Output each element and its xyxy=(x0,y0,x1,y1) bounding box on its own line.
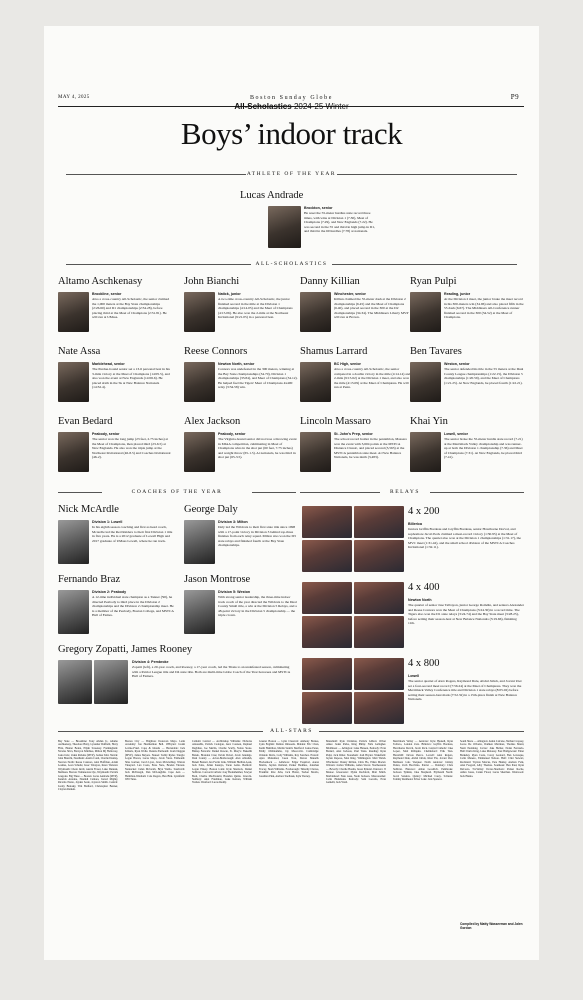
relay-photo xyxy=(354,658,404,690)
relay-photo xyxy=(354,692,404,724)
relay-event: 4 x 200 xyxy=(408,506,440,517)
divider xyxy=(319,731,524,732)
coach-division: Division 1: Lowell xyxy=(92,520,123,524)
scholastic-bio: Killian claimed the 55-meter dash at the Division 2 championships (6.45) and the Meet of Champions (6.40), and placed second in the 300 at the D2 championships (34.34). The Middlesex Liberty MVP will run at Brown. xyxy=(334,297,409,319)
scholastic-name: Ryan Pulpi xyxy=(410,276,457,287)
relay-photo xyxy=(302,692,352,724)
scholastic-name: Nate Assa xyxy=(58,346,101,357)
section-header xyxy=(44,102,539,111)
scholastic-bio: The senior defended his title in the 55 meters at the Dual County League championships (1:22.15), the Division 5 championships (1:20.59), and the Meet of Champions (1:21.25). At New Englands, he placed fourth (1:22.21). xyxy=(444,367,524,385)
all-scholastics-label: ALL-SCHOLASTICS xyxy=(255,261,328,267)
coach-name: Nick McArdle xyxy=(58,504,119,515)
coach-bio: Zopatti (left), a 20-year coach, and Rooney, a 17-year coach, led the Titans to an undefeated season, culminating with a Patriot League title and D4 state title. Both are multi-time Globe Coach of the Year honorees and MSTCA Hall of Famers. xyxy=(132,665,290,678)
coach-photo xyxy=(184,520,215,564)
scholastic-school: Reading, junior xyxy=(444,292,471,296)
scholastic-school: Peabody, senior xyxy=(218,432,246,436)
scholastic-bio: The school record holder in the pentathlon, Massaro won the event with 3,604 points at the MSTCA Distance Classic, and placed second (3,563) at the MSTCA pentathlon state meet. At New Balance Nationals, he was ninth (3,483). xyxy=(334,437,408,459)
all-stars-label: ALL-STARS xyxy=(270,728,313,734)
scholastic-name: Lincoln Massaro xyxy=(300,416,371,427)
relay-photo xyxy=(354,582,404,614)
all-stars-column: Bay State — Brookline: Tony Abdun Jr., Altamo Aschkenasy, Theodore Batty, Lysander Duffield, Harry Flint, Hunter Bolen, Elijah Sweeney. Framingham: Nicolas Silva, Brevyon Smithies, Milton M) Holloway, Luka Juric, Zakai Perkins (MVP), Joshua Tehi. Natick: John Bianchi, Needham: Austin Conti, Charlie Dunlap, Newton North: Reese Connors, Alex Hoffman, Adam Lesmes, Leon Schultz, Isaac Tabayon, Knox Wolstad. Weymouth: Owen Abril, Austin Fraser, Luke Dunnak, Methuen. Boston: Tamunotare Ojo, Weymouth: Patrick Gregoire. Big Three — Boston: Lucas Andrade (MVP), Kenrick Antoine, Nnamdi Camara, Jarred Mighty, Ricardo Pierre, Jayden Seale, Joyavon Smith. Central: Lucky Bulosky, Tim Bedford, Christopher Benner, Clayton Rankin. xyxy=(58,740,118,792)
scholastic-bio: The senior won the long jump (23 feet, 2.75 inches) at the Meet of Champions, then placed third (23-6.5) at New Englands. He also won the triple jump at the Northeast Invitational (46-8.5) and Coaches Invitational (46-2). xyxy=(92,437,171,459)
issue-date: MAY 4, 2025 xyxy=(58,95,90,100)
all-stars-column: Mansfield: Kyle Christian, Patrick Gilbert. Oliver Ames: Jaden Parks, King Philip: Nick Gallagher. Middlesex — Arlington: Luke Hansen, Peabody: Evan Bedard, Alex Jackson, Paul Tanis. Reading: Ryan Pulpi, Jack Ritter. Stoneham: Josh Bryant. Wakefield: Jaylen Raposo, Max Ring. Wilmington: Matt Walsh. Winchester: Danny Killian, Chris Ho, Ethan Maciel. Woburn: Jordan Williams, Aiden Slover. Northeastern — Beverly: Charlie Boutin, Jason Prinstal. Danvers: JJ Munoz. Gloucester: Dylan Rochford, Matt Smith. Marblehead: Nate Assa, Noah Jackson. Masconomet: Colin Hulsmann. Peabody: Sam Lacerda, Evan Gemelli, Jack Ward. xyxy=(326,740,386,785)
scholastic-school: Brookline, senior xyxy=(92,292,122,296)
scholastic-school: Newton North, senior xyxy=(218,362,255,366)
page-number: P9 xyxy=(510,93,519,101)
coach-bio: A 12-time individual state champion as a Tanner ('90), he directed Peabody to third place in the Division 2 championships and the Division 2 championship meet. He is a member of the Peabody, Boston College, and MSTCA Hall of Fames. xyxy=(92,595,174,617)
coach-bio: With strong senior leadership, the three-time indoor track coach of the year directed the Wildcats to the Dual County Small title, a win at the Division 5 Relays, and a 48-point victory in the Division 5 championship — the triple crown. xyxy=(218,595,297,617)
scholastic-name: Khai Yin xyxy=(410,416,448,427)
scholastic-bio: The Virginia-bound senior did not lose a throwing event in MIAA competition, culminating in Meet of Champions wins in the shot put (60 feet, 7.75 inches) and weight throw (65-1.5). At nationals, he was third in shot put (65-3.5). xyxy=(218,437,297,459)
all-stars-column: Boston City — Brighton: Donovan Mayo. Latin Academy: Jon Heatherman Bell. O'Bryant: Josiah Levine-Fried. Cape & Islands — Barnstable: Jack Kiburis, Ryan Wolfe. Dennis-Yarmouth: Liam Duggan (MVP), James Meyers. Nauset: Teddy Ryder. Sturgis: Logan Brown, Lucas Mayo, Jacob Viera. Falmouth: Silas Gartner, Jacob Lyon, Jaron McGlothley, Warren Vineyard. Lux Costa, Enzo Neto, Braden Vincent. Nantucket: Jaden McGrath, Bryn Waldo. Sandwich: Jack McDougal, Dan McLaughlin. Cape Ann — Hamilton-Wenham: Cole Rogers, Ben Birk. Lynnfield: Will Tutas. xyxy=(125,740,185,781)
relay-photo xyxy=(302,616,352,648)
relay-school: Newton North xyxy=(408,598,432,602)
scholastic-school: Marblehead, senior xyxy=(92,362,125,366)
relay-photo xyxy=(354,616,404,648)
scholastic-photo xyxy=(184,292,215,332)
page-title: Boys’ indoor track xyxy=(180,116,403,151)
coach-name: Fernando Braz xyxy=(58,574,121,585)
newspaper-page xyxy=(44,26,539,960)
all-stars-column: Merrimack Valley — Andover: Kyle Haskell, Ryan Todisco, Landon Zoia. Billerica: Gryffin Bordeau, Hawthorne Dorval, Jacob Peck. Central Catholic: Jake Lopez, Matt Pelliquin. Chelmsford: Erik Tien. Haverhill: Devon Pierce. Lowell: Alex Rogers, Raymond Dale, Abdul Jalloh, Khai Yin, Jovani Uter. Methuen: Luis Vazquez. North Andover: Johnny Dolan, Zach Bocchino. Patriot — Duxbury: Chris Sullivan. Hanover: Aidan Goodrich. Pembroke: Jackson Tymkin, Jake Shepherd. Plymouth North: Jacob Sanders. Quincy: Michael Carey. Scituate: Tommy Redmond. Silver Lake: Jack Spencer. xyxy=(393,740,453,781)
divider xyxy=(332,264,517,265)
divider xyxy=(337,174,517,175)
relay-bio: Juniors Griffin Bordeau and Gryffin Bordeau, senior Hawthorne Dorval, and sophomore Jacob Peck claimed a meet-record victory (1:30.95) at the Meet of Champions. The quartet also won at the Division 1 championships (1:31.17), the MVC meet (1:31.42), and the small school division of the MSTCA Coaches Invitational (1:32.11). xyxy=(408,527,521,549)
divider xyxy=(58,492,102,493)
scholastic-school: Winchester, senior xyxy=(334,292,366,296)
scholastic-name: Reese Connors xyxy=(184,346,248,357)
relay-photo xyxy=(302,658,352,690)
all-stars-column: Catholic Central — Archbishop Williams: Nicholas Antonellis, Patrick Cadogan, Alex Coutsen, Raphael Dagbhan, Joe Merlin, Charlie Scully, Nolan Stone. Bishop Fenwick: Daniel Rowan, St. Mary's: Bakedhi Bando, Brandon Cruz, Devin Duval, Jacob Jennings. Dual County — Acton-Boxborough: Alex Abiaduh, Benett Barnett, Ian Fortin Link, William Hurlbut-Leek, Jack Ivins, Julian Kaunya, Taran Lema. Bedford: Logan Emery. Boston Latin: Kyle Sherlock, Daniel Sullivan. Concord-Carlisle: Joey Bodenheimer, Sawyer Boul, Charlie MacDonald, Brendan Quinn. Lincoln-Sudbury: Alex Friedman, Luke Kernan, William Yarden. Westford: Lucas Reddy. xyxy=(192,740,252,785)
relay-school: Lowell xyxy=(408,674,420,678)
scholastic-bio: The senior broke the 55-meter hurdle state record (7.21) at the Merrimack Valley championship and was runner-up at both the Division 1 championship (7.36) and Meet of Champions (7.31). At New Englands, he placed third (7.41). xyxy=(444,437,523,459)
season-name: 2024-25 Winter xyxy=(293,102,349,111)
coach-division: Division 4: Pembroke xyxy=(132,660,169,664)
scholastic-school: Weston, senior xyxy=(444,362,470,366)
scholastic-bio: Also a cross-country All-Scholastic, the senior claimed the 1,000 meters at the Bay State championships (2:26.60) and D1 championships (2:34.28), before placing third at the Meet of Champions (2:31.81). He will run at UMass. xyxy=(92,297,170,319)
scholastic-name: Evan Bedard xyxy=(58,416,113,427)
scholastic-bio: A two-time cross-country All-Scholastic, the junior finished second in the mile at the Division 1 championships (4:14.05) and the Meet of Champions (4:15.06). He also won the 2-mile at the Northeast Invitational (9:21.05) in a personal best. xyxy=(218,297,293,319)
athlete-bio: He reset the 55-meter hurdles state record three times, with wins at Division 1 (7.30), Meet of Champions (7.29), and New Englands (7.22). He was second in the 55 and third in high jump in D1, and third in the 60 hurdles (7.78) at nationals. xyxy=(304,211,375,233)
scholastic-photo xyxy=(300,432,331,472)
scholastic-school: Lowell, senior xyxy=(444,432,468,436)
divider xyxy=(300,492,380,493)
scholastic-photo xyxy=(410,432,441,472)
coach-photo xyxy=(58,520,89,564)
scholastic-photo xyxy=(184,362,215,402)
relay-event: 4 x 400 xyxy=(408,582,440,593)
scholastic-photo xyxy=(58,292,89,332)
scholastic-name: John Bianchi xyxy=(184,276,240,287)
scholastic-bio: At the Division 2 meet, the junior broke the meet record in his 300-meters win (34.96) and also placed fifth in the 55 dash (6.67). The Middlesex All-Conference runner finished second in the 300 (34.52) at the Meet of Champions. xyxy=(444,297,524,319)
coach-bio: In his eighth season coaching and first as head coach, McArdle led the Red Raiders to their first Division 1 title in five years. He is a 2012 graduate of Lowell High and 2017 graduate of UMass Lowell, where he ran track. xyxy=(92,525,173,543)
coach-name: Gregory Zopatti, James Rooney xyxy=(58,644,193,655)
relay-photo xyxy=(354,540,404,572)
relay-photo xyxy=(302,540,352,572)
relay-photo xyxy=(302,582,352,614)
coach-division: Division 2: Peabody xyxy=(92,590,127,594)
athlete-photo xyxy=(268,206,301,248)
all-stars-column: Greater Boston — Lynn Classical: Anthony Barnes, Lynn English: Daman Omosede. Malden: Eric Chen, Keith Hamilton, Martin Santili. Medford: Lukas Perez, Emily Obilinamma, Jay Moscovitz. Cambridge: Orlando Davis, Cody Williams, Ray Sanchez. Everett: Ayan Mohamed, Jason Tran, Devon Manelli. Hockomock — Attleboro: Edgar Esquivel, Aaron Martin, Jayden Outland, Parker Badmus, Jonathan Tracey, Noah Williams. Foxborough: Timothy Chaves, Franklin: Pete Juba, Jack Hatter, Tucker Morris, Jonathan Pink, Andrew Snelbaek, Kyle Tierney. xyxy=(259,740,319,778)
relay-bio: The quartet of senior Jase Talbayon, junior George Romdin, and seniors Alexander and Reese Connors won the Meet of Champions (3:24.30) in a record time. The Tigers also won the D1 state relays (3:24.74) and the Bay State meet (3:28.25), before setting their season-best at New Balance Nationals (3:19.66), finishing 11th. xyxy=(408,603,524,625)
relay-photo xyxy=(354,506,404,538)
coach-photo xyxy=(184,590,215,634)
scholastic-bio: Also a cross-country All-Scholastic, the senior competed in a double victory in the mile (4:14.14) and 2-mile (9:15.62) at the Division 1 meet, and also won the mile (4:15.09) at the Meet of Champions. He will run at Penn. xyxy=(334,367,411,389)
coach-division: Division 5: Weston xyxy=(218,590,251,594)
athlete-school: Brockton, senior xyxy=(304,206,333,210)
compiled-by-credit: Compiled by Matty Wasserman and Jalen Gordon xyxy=(460,922,523,930)
relay-bio: The senior quartet of Alex Rogers, Raymond Dale, Abdul Jalloh, and Jovani Uter set a four-second meet record (7:56.24) at the Meet of Champions. They won the Merrimack Valley Conference title and Division 1 state relays (8:05.02) before setting their season-best mark (7:52.32) in a 15th-place finish at New Balance Nationals. xyxy=(408,679,522,701)
scholastic-photo xyxy=(184,432,215,472)
section-name: All-Scholastics xyxy=(234,102,292,111)
coach-name: Jason Montrose xyxy=(184,574,251,585)
divider xyxy=(430,492,524,493)
scholastic-photo xyxy=(58,432,89,472)
scholastic-school: Peabody, senior xyxy=(92,432,120,436)
scholastic-name: Shamus Larrard xyxy=(300,346,368,357)
scholastic-name: Danny Killian xyxy=(300,276,360,287)
coach-bio: Daly led the Wildcats to their first state title since 1998 with a 17-point victory in Division 3 behind top-three finishes from each relay squad. Milton also won the D3 state relays and finished fourth at the Bay State championships. xyxy=(218,525,296,547)
all-stars-column: South Shore — Abington: Aiden Calcano, Nathan Cropsey, Lucas De Oliveira, Damien Martinez, Thomas Mand, Nazir Pauldeng. Carver: Jake Holder, Nolan Ferrando. Hull: Darin King, Luke Maloney. East Bridgewater: Emer Berkeley, Ryan Costa, Corey Leonard, Ben Levesque, Colin Manero, Emmanuel Nelson. Hull: Clint Stewart, Rockland: Trystan Marcus, Pete Hanley, Andrew Folk, Alex Fosgard, Alby Thomas. Southeast: Ben Paul, Ryan DaCosta. Tri-Valley: Dover-Sherborn: Parker Roche, Aidan Jones, Caden Flood, Lucas Sherman. Westwood: Jack Hanna. xyxy=(460,740,524,778)
coach-photo-left xyxy=(58,660,92,704)
scholastic-photo xyxy=(58,362,89,402)
coach-name: George Daly xyxy=(184,504,238,515)
coach-division: Division 3: Milton xyxy=(218,520,248,524)
relay-event: 4 x 800 xyxy=(408,658,440,669)
coach-photo xyxy=(58,590,89,634)
relays-label: RELAYS xyxy=(390,489,420,495)
coach-photo-right xyxy=(94,660,128,704)
scholastic-school: BC High, senior xyxy=(334,362,361,366)
divider xyxy=(252,492,296,493)
relay-photo xyxy=(302,506,352,538)
scholastic-photo xyxy=(410,292,441,332)
coaches-label: COACHES OF THE YEAR xyxy=(131,489,223,495)
relay-school: Billerica xyxy=(408,522,422,526)
scholastic-name: Alex Jackson xyxy=(184,416,241,427)
scholastic-photo xyxy=(410,362,441,402)
scholastic-bio: The Purdue-bound senior set a 13-6 personal best in his 3-mile victory at the Meet of Champions (14:05.5), and also won the event at New Englands (14:06.6). He placed sixth in the 5k at New Balance Nationals (14:32.4). xyxy=(92,367,170,389)
athlete-of-year-label: ATHLETE OF THE YEAR xyxy=(246,171,337,177)
scholastic-bio: Connors was undefeated in the 300 meters, winning at the Bay State championships (34.70), Division 1 championships (33.84), and Meet of Champions (34.12). He helped fuel the Tigers' Meet of Champions 4x400 relay (3:34.58) win. xyxy=(218,367,298,389)
scholastic-school: St. John's Prep, senior xyxy=(334,432,373,436)
paper-name: Boston Sunday Globe xyxy=(249,95,334,101)
scholastic-photo xyxy=(300,362,331,402)
scholastic-photo xyxy=(300,292,331,332)
scholastic-school: Natick, junior xyxy=(218,292,241,296)
athlete-of-year-name: Lucas Andrade xyxy=(240,190,304,201)
scholastic-name: Ben Tavares xyxy=(410,346,462,357)
scholastic-name: Altamo Aschkenasy xyxy=(58,276,143,287)
